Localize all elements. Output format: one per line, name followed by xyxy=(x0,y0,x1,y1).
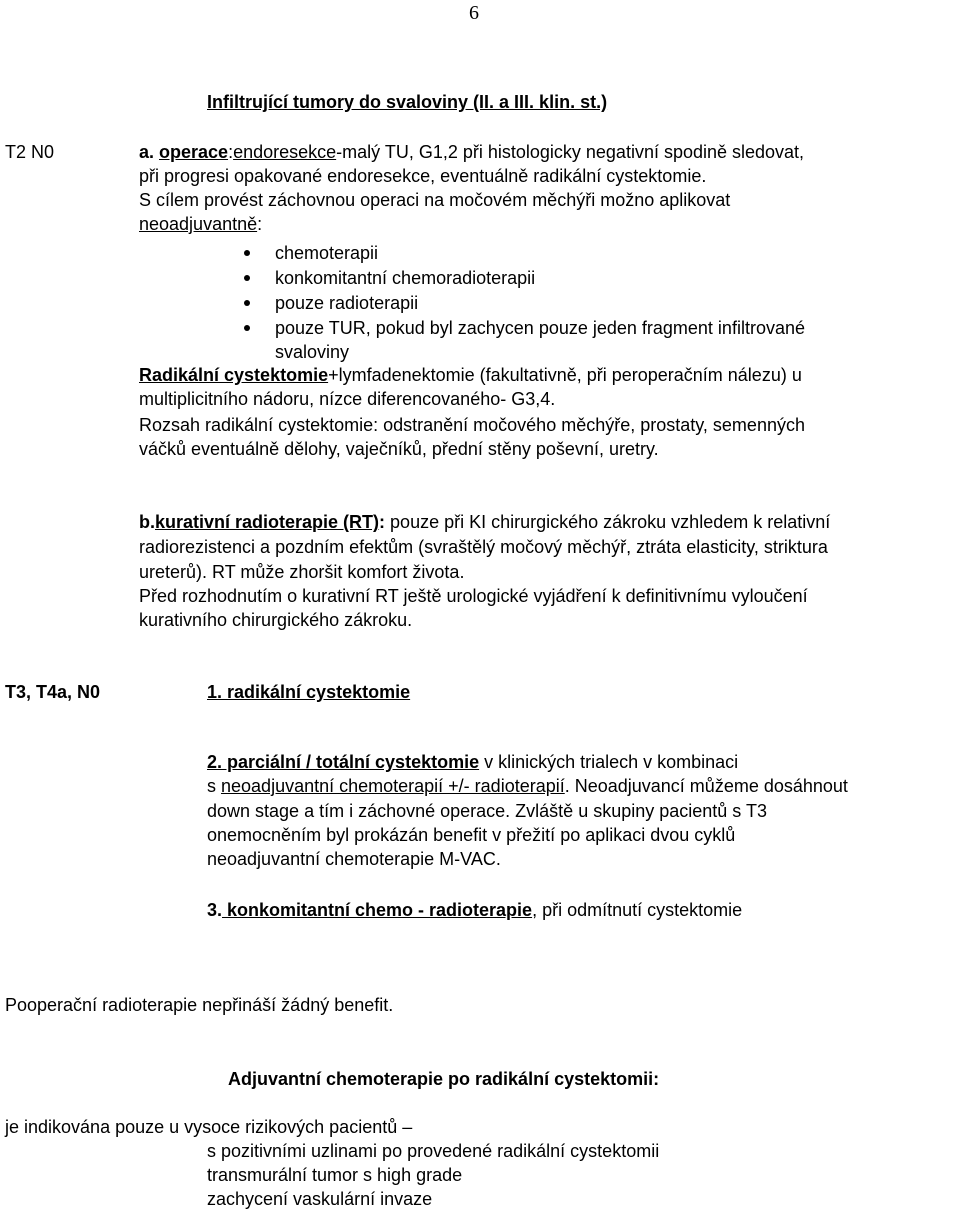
t3-item3-title: konkomitantní chemo - radioterapie xyxy=(222,900,533,920)
bullet-item: pouze radioterapii xyxy=(275,293,419,313)
t3-item2-line3: down stage a tím i záchovné operace. Zvláště u skupiny pacientů s T3 xyxy=(207,801,767,821)
bullet-dot xyxy=(244,300,250,306)
neoadjuvant-colon: : xyxy=(257,214,263,234)
option-b-prefix: b. xyxy=(139,512,155,532)
bullet-item: chemoterapii xyxy=(275,243,379,263)
bullet-item: pouze TUR, pokud byl zachycen pouze jeden fragment infiltrované xyxy=(275,318,805,338)
t3-item3-rest: , při odmítnutí cystektomie xyxy=(532,900,743,920)
t3-item3-num: 3. xyxy=(207,900,223,920)
bullet-dot xyxy=(244,275,250,281)
option-b-line4: Před rozhodnutím o kurativní RT ještě urologické vyjádření k definitivnímu vyloučení xyxy=(139,586,808,606)
option-a-line1-rest: -malý TU, G1,2 při histologicky negativní spodině sledovat, xyxy=(336,142,805,162)
radical-line2: multiplicitního nádoru, nízce diferencovaného- G3,4. xyxy=(139,389,556,409)
t3-item2-line2 xyxy=(207,775,848,797)
t3-item2-line5: neoadjuvantní chemoterapie M-VAC. xyxy=(207,849,501,869)
neoadjuvant-term: neoadjuvantně xyxy=(139,214,258,234)
option-a-line2: při progresi opakované endoresekce, eventuálně radikální cystektomie. xyxy=(139,166,707,186)
bullet-item: konkomitantní chemoradioterapii xyxy=(275,268,536,288)
adjuvant-intro: je indikována pouze u vysoce rizikových pacientů – xyxy=(5,1117,413,1137)
t3-item2-line1 xyxy=(207,751,738,773)
bullet-item-continuation: svaloviny xyxy=(275,342,350,362)
section-title: Infiltrující tumory do svaloviny (II. a III. klin. st.) xyxy=(207,92,608,112)
adjuvant-item: transmurální tumor s high grade xyxy=(207,1165,463,1185)
t3-item2-line2-prefix: s xyxy=(207,776,222,796)
t3-item1: 1. radikální cystektomie xyxy=(207,682,411,702)
t3-item2-line2-underlined: neoadjuvantní chemoterapií +/- radioterapií xyxy=(221,776,565,796)
option-b-line1 xyxy=(139,511,830,533)
t3-item3 xyxy=(207,899,742,921)
option-a-colon: : xyxy=(228,142,234,162)
option-a-line1 xyxy=(139,141,804,163)
stage-label-t2n0: T2 N0 xyxy=(5,142,55,162)
radical-term: Radikální cystektomie xyxy=(139,365,329,385)
scope-line1: Rozsah radikální cystektomie: odstranění močového měchýře, prostaty, semenných xyxy=(139,415,805,435)
adjuvant-item: zachycení vaskulární invaze xyxy=(207,1189,433,1209)
option-a-label: operace xyxy=(159,142,229,162)
option-a-line3: S cílem provést záchovnou operaci na močovém měchýři možno aplikovat xyxy=(139,190,731,210)
radical-line1 xyxy=(139,364,802,386)
t3-item2-line4: onemocněním byl prokázán benefit v přežití po aplikaci dvou cyklů xyxy=(207,825,736,845)
stage-label-t3: T3, T4a, N0 xyxy=(5,682,101,702)
scope-line2: váčků eventuálně dělohy, vaječníků, přední stěny poševní, uretry. xyxy=(139,439,659,459)
adjuvant-heading: Adjuvantní chemoterapie po radikální cystektomii: xyxy=(228,1069,660,1089)
postop-note: Pooperační radioterapie nepřináší žádný benefit. xyxy=(5,995,394,1015)
bullet-dot xyxy=(244,250,250,256)
bullet-dot xyxy=(244,325,250,331)
radical-rest: +lymfadenektomie (fakultativně, při peroperačním nálezu) u xyxy=(328,365,802,385)
option-b-label: kurativní radioterapie (RT) xyxy=(155,512,380,532)
t3-item2-line2-rest: . Neoadjuvancí můžeme dosáhnout xyxy=(564,776,848,796)
adjuvant-item: s pozitivními uzlinami po provedené radikální cystektomii xyxy=(207,1141,660,1161)
option-b-line5: kurativního chirurgického zákroku. xyxy=(139,610,413,630)
option-b-line3: ureterů). RT může zhoršit komfort života. xyxy=(139,562,465,582)
option-a-term: endoresekce xyxy=(233,142,337,162)
option-b-line1-rest: pouze při KI chirurgického zákroku vzhledem k relativní xyxy=(385,512,831,532)
option-b-colon: : xyxy=(379,512,386,532)
option-a-prefix: a. xyxy=(139,142,160,162)
option-b-line2: radiorezistenci a pozdním efektům (svraštělý močový měchýř, ztráta elasticity, striktura xyxy=(139,537,828,557)
page-number: 6 xyxy=(469,2,479,24)
t3-item2-title-rest: v klinických trialech v kombinaci xyxy=(479,752,739,772)
option-a-neo-line xyxy=(139,213,262,235)
t3-item2-title: 2. parciální / totální cystektomie xyxy=(207,752,480,772)
